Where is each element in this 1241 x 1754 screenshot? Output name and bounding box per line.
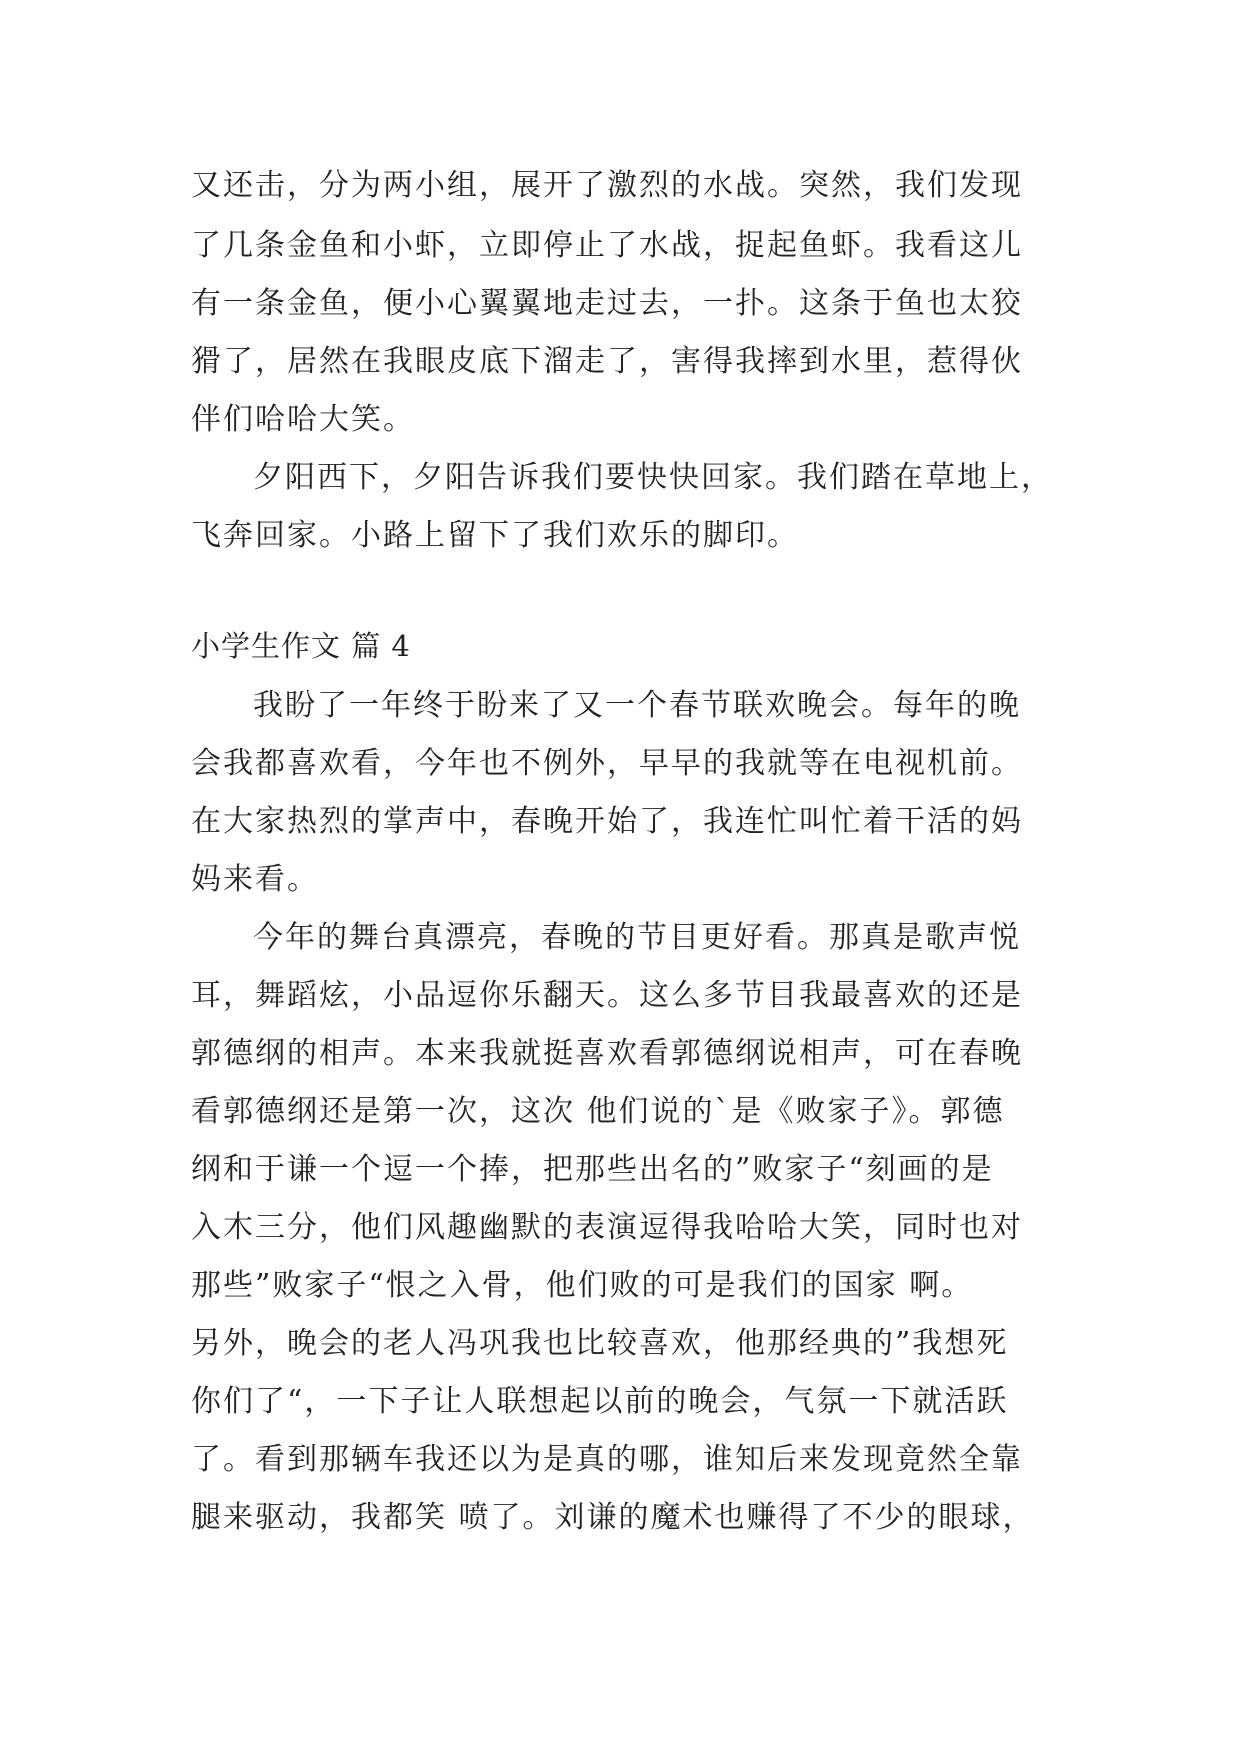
paragraph-line: 在大家热烈的掌声中，春晚开始了，我连忙叫忙着干活的妈: [191, 804, 1023, 839]
paragraph-line: 飞奔回家。小路上留下了我们欢乐的脚印。: [191, 518, 799, 553]
paragraph-line: 妈来看。: [191, 862, 319, 897]
paragraph-line: 腿来驱动，我都笑 喷了。刘谦的魔术也赚得了不少的眼球，: [191, 1500, 1035, 1535]
paragraph-line: 入木三分，他们风趣幽默的表演逗得我哈哈大笑，同时也对: [191, 1210, 1023, 1245]
paragraph-line: 又还击，分为两小组，展开了激烈的水战。突然，我们发现: [191, 168, 1023, 203]
paragraph-line: 我盼了一年终于盼来了又一个春节联欢晚会。每年的晚: [253, 688, 1021, 723]
paragraph-line: 今年的舞台真漂亮，春晚的节目更好看。那真是歌声悦: [253, 920, 1021, 955]
paragraph-line: 夕阳西下，夕阳告诉我们要快快回家。我们踏在草地上，: [253, 460, 1053, 495]
paragraph-line: 了。看到那辆车我还以为是真的哪，谁知后来发现竟然全靠: [191, 1442, 1023, 1477]
paragraph-line: 郭德纲的相声。本来我就挺喜欢看郭德纲说相声，可在春晚: [191, 1036, 1023, 1071]
paragraph-line: 看郭德纲还是第一次，这次 他们说的`是《败家子》。郭德: [191, 1094, 1005, 1129]
paragraph-line: 猾了，居然在我眼皮底下溜走了，害得我摔到水里，惹得伙: [191, 344, 1023, 379]
paragraph-line: 耳，舞蹈炫，小品逗你乐翻天。这么多节目我最喜欢的还是: [191, 978, 1023, 1013]
paragraph-line: 纲和于谦一个逗一个捧，把那些出名的”败家子“刻画的是: [191, 1152, 994, 1187]
paragraph-line: 那些”败家子“恨之入骨，他们败的可是我们的国家 啊。: [191, 1268, 974, 1303]
paragraph-line: 伴们哈哈大笑。: [191, 402, 415, 437]
paragraph-line: 会我都喜欢看，今年也不例外，早早的我就等在电视机前。: [191, 746, 1023, 781]
paragraph-line: 有一条金鱼，便小心翼翼地走过去，一扑。这条于鱼也太狡: [191, 286, 1023, 321]
section-heading: 小学生作文 篇 4: [191, 629, 411, 663]
paragraph-line: 另外，晚会的老人冯巩我也比较喜欢，他那经典的”我想死: [191, 1326, 1009, 1361]
paragraph-line: 你们了“，一下子让人联想起以前的晚会，气氛一下就活跃: [191, 1384, 1009, 1419]
paragraph-line: 了几条金鱼和小虾，立即停止了水战，捉起鱼虾。我看这儿: [191, 228, 1023, 263]
